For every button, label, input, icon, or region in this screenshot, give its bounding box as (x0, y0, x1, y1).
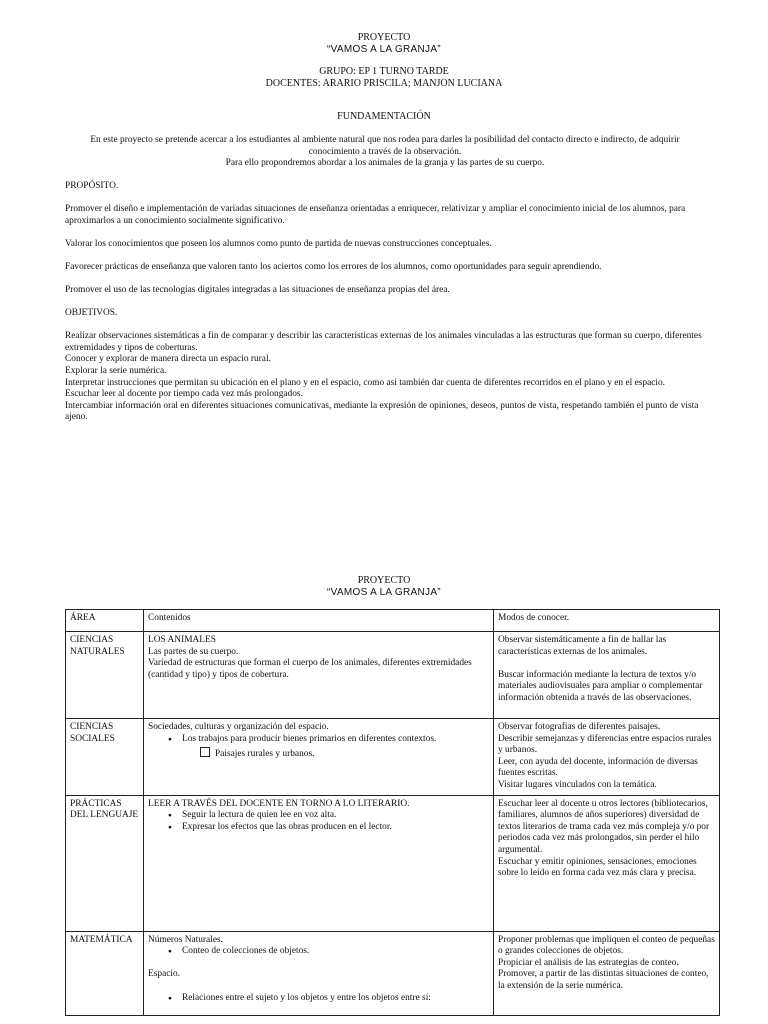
project-subtitle: “VAMOS A LA GRANJA” (327, 44, 441, 55)
objetivos-section (65, 308, 715, 424)
modos-cell (494, 931, 720, 1015)
modos-line: Leer, con ayuda del docente, información de diversas fuentes escritas. (498, 756, 698, 779)
teachers-line: DOCENTES: ARARIO PRISCILA; MANJON LUCIANA (265, 78, 503, 89)
contenidos-title: LEER A TRAVÉS DEL DOCENTE EN TORNO A LO LITERARIO. (148, 798, 410, 809)
checkbox-icon (200, 747, 210, 757)
objetivo-item: Explorar la serie numérica. (65, 365, 167, 376)
checkbox-label: Paisajes rurales y urbanos. (215, 749, 315, 760)
proposito-heading: PROPÓSITO. (65, 181, 119, 191)
modos-line: Promover, a partir de las distintas situaciones de conteo, la extensión de la serie numérica. (498, 969, 709, 991)
contenidos-bullets (148, 734, 489, 746)
modos-cell (494, 795, 720, 931)
list-item: ● Expresar los efectos que las obras producen en el lector. (148, 822, 489, 834)
objetivos-heading: OBJETIVOS. (65, 308, 118, 318)
page2-header (0, 575, 768, 599)
modos-line: Propiciar el análisis de las estrategias de conteo. (498, 957, 679, 968)
contenidos-cell (144, 719, 494, 796)
list-item: ● Seguir la lectura de quien lee en voz alta. (148, 810, 489, 822)
proposito-item: Promover el uso de las tecnologías digitales integradas a las situaciones de enseñanza propias del área. (65, 285, 450, 296)
objetivo-item: Escuchar leer al docente por tiempo cada vez más prolongados. (65, 389, 303, 400)
header-cell-modos: Modos de conocer. (494, 610, 720, 632)
modos-line: Observar sistemáticamente a fin de hallar las características externas de los animales. (498, 635, 667, 657)
contenidos-bullets (148, 810, 489, 833)
modos-line: Proponer problemas que impliquen el conteo de pequeñas o grandes colecciones de objetos. (498, 934, 715, 957)
area-cell: MATEMÁTICA (66, 931, 144, 1015)
area-cell: CIENCIAS SOCIALES (66, 719, 144, 796)
modos-line: Escuchar leer al docente u otros lectores (bibliotecarios, familiares, alumnos de años superiores) diversidad de textos literarios de trama cada vez más compleja y/o por periodos cada vez más prolongados, sin perder el hilo argumental. (498, 798, 710, 855)
fundamentacion-line: Para ello propondremos abordar a los animales de la granja y las partes de su cuerpo. (225, 158, 545, 169)
table-header-row (66, 610, 720, 632)
proposito-item: Promover el diseño e implementación de variadas situaciones de enseñanza orientadas a enriquecer, relativizar y ampliar el conocimiento inicial de los alumnos, para aproximarlos a un conocimiento socialmente significativo. (65, 204, 686, 226)
table-row (66, 632, 720, 719)
objetivo-item: Conocer y explorar de manera directa un espacio rural. (65, 354, 271, 365)
modos-line: Buscar información mediante la lectura de textos y/o materiales audiovisuales para ampliar o complementar información obtenida a través de las observaciones. (498, 669, 703, 703)
proposito-item: Valorar los conocimientos que poseen los alumnos como punto de partida de nuevas construcciones conceptuales. (65, 238, 492, 249)
page2-title: PROYECTO (357, 575, 411, 586)
content-table (65, 609, 720, 1016)
contenidos-title: Sociedades, culturas y organización del espacio. (148, 722, 329, 732)
contenidos-cell (144, 795, 494, 931)
fundamentacion-text (60, 135, 710, 170)
proposito-section (65, 181, 715, 297)
modos-cell (494, 632, 720, 719)
proposito-item: Favorecer prácticas de enseñanza que valoren tanto los aciertos como los errores de los alumnos, como oportunidades para seguir aprendiendo. (65, 262, 602, 273)
objetivo-item: Realizar observaciones sistemáticas a fin de comparar y describir las características externas de los animales vinculadas a las estructuras que forman su cuerpo, diferentes extremidades y tipos de coberturas. (65, 331, 702, 353)
objetivo-item: Intercambiar información oral en diferentes situaciones comunicativas, mediante la expresión de opiniones, deseos, puntos de vista, respetando también el punto de vista ajeno. (65, 400, 699, 423)
page2-subtitle: “VAMOS A LA GRANJA” (327, 587, 441, 598)
fundamentacion-line: conocimiento a través de la observación. (308, 146, 462, 157)
project-title: PROYECTO (357, 32, 411, 43)
list-item: ● Relaciones entre el sujeto y los objetos y entre los objetos entre sí: (148, 993, 489, 1005)
modos-cell (494, 719, 720, 796)
contenidos-cell (144, 632, 494, 719)
objetivo-item: Interpretar instrucciones que permitan su ubicación en el plano y en el espacio, como así también dar cuenta de diferentes recorridos en el plano y en el espacio. (65, 377, 666, 388)
header-cell-area: ÁREA (66, 610, 144, 632)
contenidos-title: LOS ANIMALES (148, 635, 216, 645)
contenidos-cell (144, 931, 494, 1015)
table-row (66, 931, 720, 1015)
contenidos-line: Las partes de su cuerpo. (148, 646, 239, 657)
contenidos-title: Números Naturales. (148, 934, 223, 945)
modos-line: Observar fotografías de diferentes paisajes. (498, 722, 661, 732)
table-row (66, 795, 720, 931)
header-cell-contenidos: Contenidos (144, 610, 494, 632)
table-row (66, 719, 720, 796)
fundamentacion-line: En este proyecto se pretende acercar a los estudiantes al ambiente natural que nos rodea para darles la posibilidad del contacto directo e indirecto, de adquirir (90, 135, 680, 145)
group-line: GRUPO: EP 1 TURNO TARDE (319, 66, 449, 77)
checkbox-item (148, 747, 489, 761)
modos-line: Visitar lugares vinculados con la temática. (498, 779, 657, 790)
list-item: ● Los trabajos para producir bienes primarios en diferentes contextos. (148, 734, 489, 746)
fundamentacion-heading: FUNDAMENTACIÓN (337, 111, 431, 122)
modos-line: Describir semejanzas y diferencias entre espacios rurales y urbanos. (498, 733, 712, 756)
area-cell: PRÁCTICAS DEL LENGUAJE (66, 795, 144, 931)
area-cell: CIENCIAS NATURALES (66, 632, 144, 719)
modos-line: Escuchar y emitir opiniones, sensaciones, emociones sobre lo leído en forma cada vez más clara y precisa. (498, 856, 697, 879)
contenidos-subtitle: Espacio. (148, 969, 181, 980)
contenidos-line: Variedad de estructuras que forman el cuerpo de los animales, diferentes extremidades (cantidad y tipo) y tipos de cobertura. (148, 658, 472, 680)
document-header (0, 32, 768, 90)
contenidos-bullets (148, 946, 489, 958)
contenidos-bullets (148, 993, 489, 1005)
list-item: ● Conteo de colecciones de objetos. (148, 946, 489, 958)
